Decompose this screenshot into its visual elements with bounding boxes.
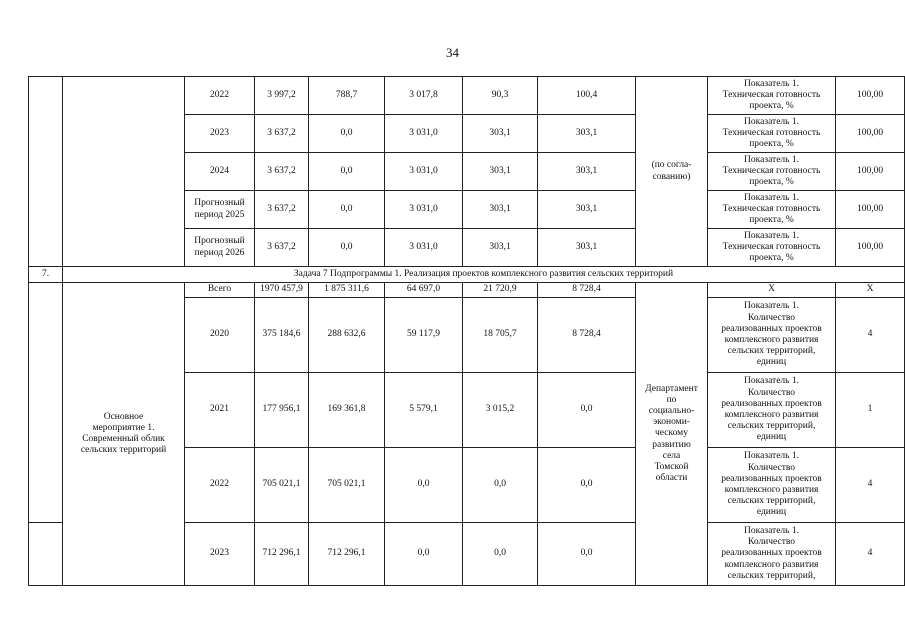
value-cell: 303,1: [538, 191, 636, 229]
executor-cell: Департамент по социально- экономи- ческому развитию села Томской области: [636, 283, 708, 586]
total-cell: 3 637,2: [255, 115, 309, 153]
num-cell: [29, 77, 63, 267]
indicator-cell: Показатель 1. Техническая готовность проекта, %: [708, 153, 836, 191]
value-cell: 5 579,1: [385, 373, 463, 448]
indicator-cell: Показатель 1. Количество реализованных проектов комплексного развития сельских территорий, единиц: [708, 448, 836, 523]
period-cell: 2022: [185, 77, 255, 115]
period-cell: 2022: [185, 448, 255, 523]
value-cell: 712 296,1: [309, 523, 385, 586]
indicator-cell: X: [708, 283, 836, 298]
period-cell: 2024: [185, 153, 255, 191]
num-cell: [29, 283, 63, 523]
value-cell: 0,0: [385, 448, 463, 523]
value-cell: 0,0: [538, 448, 636, 523]
value-cell: 303,1: [463, 229, 538, 267]
indicator-cell: Показатель 1. Количество реализованных проектов комплексного развития сельских территорий,: [708, 523, 836, 586]
value-cell: 705 021,1: [309, 448, 385, 523]
value-cell: 0,0: [463, 523, 538, 586]
value-cell: 303,1: [538, 115, 636, 153]
value-cell: 303,1: [463, 153, 538, 191]
indicator-value-cell: 100,00: [836, 229, 905, 267]
value-cell: 3 031,0: [385, 191, 463, 229]
total-cell: 712 296,1: [255, 523, 309, 586]
indicator-cell: Показатель 1. Техническая готовность проекта, %: [708, 77, 836, 115]
name-cell: [63, 77, 185, 267]
value-cell: 100,4: [538, 77, 636, 115]
page-number: 34: [446, 45, 459, 60]
total-cell: 3 637,2: [255, 229, 309, 267]
indicator-value-cell: 100,00: [836, 115, 905, 153]
value-cell: 303,1: [538, 153, 636, 191]
value-cell: 0,0: [385, 523, 463, 586]
period-cell: Прогнозный период 2025: [185, 191, 255, 229]
value-cell: 90,3: [463, 77, 538, 115]
indicator-cell: Показатель 1. Количество реализованных проектов комплексного развития сельских территорий, единиц: [708, 298, 836, 373]
indicator-cell: Показатель 1. Количество реализованных проектов комплексного развития сельских территорий, единиц: [708, 373, 836, 448]
table-row: [29, 77, 905, 115]
value-cell: 0,0: [538, 523, 636, 586]
total-cell: 3 637,2: [255, 191, 309, 229]
task-title: Задача 7 Подпрограммы 1. Реализация проектов комплексного развития сельских территорий: [63, 267, 905, 283]
value-cell: 64 697,0: [385, 283, 463, 298]
total-cell: 3 637,2: [255, 153, 309, 191]
value-cell: 1 875 311,6: [309, 283, 385, 298]
value-cell: 3 031,0: [385, 115, 463, 153]
value-cell: 3 017,8: [385, 77, 463, 115]
value-cell: 18 705,7: [463, 298, 538, 373]
value-cell: 3 015,2: [463, 373, 538, 448]
value-cell: 21 720,9: [463, 283, 538, 298]
indicator-value-cell: 4: [836, 298, 905, 373]
value-cell: 0,0: [463, 448, 538, 523]
period-cell: 2023: [185, 523, 255, 586]
indicator-value-cell: 100,00: [836, 191, 905, 229]
period-cell: 2023: [185, 115, 255, 153]
total-cell: 3 997,2: [255, 77, 309, 115]
indicator-value-cell: 4: [836, 448, 905, 523]
indicator-cell: Показатель 1. Техническая готовность проекта, %: [708, 191, 836, 229]
indicator-value-cell: 100,00: [836, 153, 905, 191]
num-cell: [29, 523, 63, 586]
indicator-value-cell: 100,00: [836, 77, 905, 115]
value-cell: 169 361,8: [309, 373, 385, 448]
indicator-value-cell: 1: [836, 373, 905, 448]
indicator-value-cell: X: [836, 283, 905, 298]
value-cell: 288 632,6: [309, 298, 385, 373]
value-cell: 303,1: [463, 115, 538, 153]
value-cell: 303,1: [463, 191, 538, 229]
value-cell: 788,7: [309, 77, 385, 115]
value-cell: 3 031,0: [385, 229, 463, 267]
value-cell: 8 728,4: [538, 283, 636, 298]
value-cell: 303,1: [538, 229, 636, 267]
task-row: [29, 267, 905, 283]
value-cell: 59 117,9: [385, 298, 463, 373]
indicator-cell: Показатель 1. Техническая готовность проекта, %: [708, 115, 836, 153]
total-cell: 705 021,1: [255, 448, 309, 523]
table-row: [29, 283, 905, 298]
indicator-cell: Показатель 1. Техническая готовность проекта, %: [708, 229, 836, 267]
executor-cell: (по согла- сованию): [636, 77, 708, 267]
value-cell: 0,0: [538, 373, 636, 448]
value-cell: 0,0: [309, 115, 385, 153]
value-cell: 0,0: [309, 153, 385, 191]
period-cell: 2020: [185, 298, 255, 373]
period-cell: 2021: [185, 373, 255, 448]
value-cell: 8 728,4: [538, 298, 636, 373]
value-cell: 3 031,0: [385, 153, 463, 191]
value-cell: 0,0: [309, 191, 385, 229]
measure-name: Основное мероприятие 1. Современный облик сельских территорий: [63, 283, 185, 586]
total-cell: 1970 457,9: [255, 283, 309, 298]
task-number: 7.: [29, 267, 63, 283]
total-cell: 177 956,1: [255, 373, 309, 448]
total-cell: 375 184,6: [255, 298, 309, 373]
period-cell: Всего: [185, 283, 255, 298]
budget-table: [28, 76, 905, 586]
value-cell: 0,0: [309, 229, 385, 267]
period-cell: Прогнозный период 2026: [185, 229, 255, 267]
indicator-value-cell: 4: [836, 523, 905, 586]
